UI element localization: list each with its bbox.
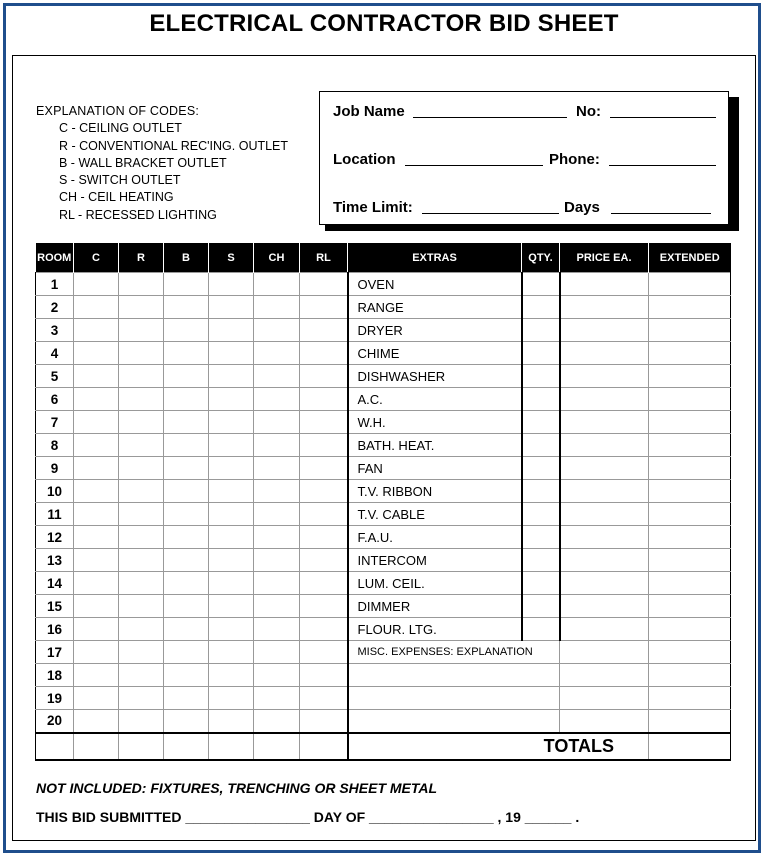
misc-expenses-cell[interactable] [348, 687, 560, 710]
table-row [36, 526, 731, 549]
cell-rl[interactable] [300, 365, 348, 388]
cell-c[interactable] [74, 411, 119, 434]
table-row [36, 687, 731, 710]
extras-item: DIMMER [348, 595, 522, 618]
cell-rl[interactable] [300, 411, 348, 434]
cell-s[interactable] [209, 296, 254, 319]
bid-submitted-line[interactable]: THIS BID SUBMITTED ________________ DAY OF ________________ , 19 ______ . [36, 809, 580, 825]
extras-item: DISHWASHER [348, 365, 522, 388]
cell-r[interactable] [119, 411, 164, 434]
days-field[interactable] [611, 213, 711, 214]
table-row [36, 503, 731, 526]
extended-cell[interactable] [649, 434, 731, 457]
misc-expenses-label: MISC. EXPENSES: EXPLANATION [348, 641, 560, 664]
extras-item: F.A.U. [348, 526, 522, 549]
price-ea-cell[interactable] [560, 434, 649, 457]
table-row [36, 296, 731, 319]
qty-cell[interactable] [522, 595, 560, 618]
price-ea-cell[interactable] [560, 365, 649, 388]
cell-s[interactable] [209, 618, 254, 641]
extras-item: OVEN [348, 273, 522, 296]
price-ea-cell[interactable] [560, 572, 649, 595]
extras-item: DRYER [348, 319, 522, 342]
cell-b[interactable] [164, 503, 209, 526]
cell-r[interactable] [119, 526, 164, 549]
cell-c[interactable] [74, 664, 119, 687]
col-header-room: ROOM [36, 243, 74, 273]
cell-rl[interactable] [300, 296, 348, 319]
price-ea-cell[interactable] [560, 526, 649, 549]
cell-c[interactable] [74, 710, 119, 733]
cell-rl[interactable] [300, 549, 348, 572]
totals-label: TOTALS [348, 733, 649, 760]
cell-c[interactable] [74, 480, 119, 503]
table-row [36, 411, 731, 434]
cell-s[interactable] [209, 342, 254, 365]
days-label: Days [564, 199, 600, 216]
cell-rl[interactable] [300, 319, 348, 342]
time-limit-label: Time Limit: [333, 199, 413, 216]
qty-cell[interactable] [522, 618, 560, 641]
code-item: CH - CEIL HEATING [59, 190, 174, 205]
cell-ch[interactable] [254, 664, 300, 687]
table-row [36, 549, 731, 572]
cell-ch[interactable] [254, 526, 300, 549]
price-ea-cell[interactable] [560, 273, 649, 296]
price-ea-cell[interactable] [560, 618, 649, 641]
cell-c[interactable] [74, 503, 119, 526]
cell-s[interactable] [209, 273, 254, 296]
misc-expenses-cell[interactable] [348, 710, 560, 733]
codes-heading: EXPLANATION OF CODES: [36, 104, 200, 118]
room-number: 18 [36, 664, 74, 687]
job-name-label: Job Name [333, 103, 405, 120]
qty-cell[interactable] [522, 273, 560, 296]
room-number: 2 [36, 296, 74, 319]
cell-rl[interactable] [300, 641, 348, 664]
bid-table [35, 243, 731, 761]
phone-label: Phone: [549, 151, 600, 168]
cell-r[interactable] [119, 549, 164, 572]
cell-b[interactable] [164, 526, 209, 549]
extended-cell[interactable] [649, 572, 731, 595]
room-number: 8 [36, 434, 74, 457]
extended-cell[interactable] [649, 388, 731, 411]
cell-s[interactable] [209, 365, 254, 388]
cell-r[interactable] [119, 503, 164, 526]
qty-cell[interactable] [522, 480, 560, 503]
cell-c[interactable] [74, 526, 119, 549]
extras-item: T.V. CABLE [348, 503, 522, 526]
extras-item: CHIME [348, 342, 522, 365]
cell-ch[interactable] [254, 365, 300, 388]
cell-rl[interactable] [300, 664, 348, 687]
cell-r[interactable] [119, 457, 164, 480]
extended-cell[interactable] [649, 595, 731, 618]
cell-ch[interactable] [254, 296, 300, 319]
room-number: 1 [36, 273, 74, 296]
cell-c[interactable] [74, 319, 119, 342]
qty-cell[interactable] [522, 503, 560, 526]
cell-s[interactable] [209, 595, 254, 618]
cell-r[interactable] [119, 572, 164, 595]
extended-cell[interactable] [649, 342, 731, 365]
room-number: 5 [36, 365, 74, 388]
extras-item: INTERCOM [348, 549, 522, 572]
extended-cell[interactable] [649, 710, 731, 733]
cell-s[interactable] [209, 411, 254, 434]
cell-ch[interactable] [254, 595, 300, 618]
extras-item: LUM. CEIL. [348, 572, 522, 595]
cell-c[interactable] [74, 595, 119, 618]
extras-item: FAN [348, 457, 522, 480]
cell-b[interactable] [164, 572, 209, 595]
col-header-qty: QTY. [522, 243, 560, 273]
col-header-extras: EXTRAS [348, 243, 522, 273]
qty-cell[interactable] [522, 572, 560, 595]
totals-extended-cell[interactable] [649, 733, 731, 760]
qty-cell[interactable] [522, 319, 560, 342]
cell-ch[interactable] [254, 503, 300, 526]
col-header-s: S [209, 243, 254, 273]
cell-ch[interactable] [254, 319, 300, 342]
cell-ch[interactable] [254, 687, 300, 710]
cell-rl[interactable] [300, 618, 348, 641]
qty-cell[interactable] [522, 388, 560, 411]
table-row [36, 618, 731, 641]
price-ea-cell[interactable] [560, 710, 649, 733]
table-row [36, 457, 731, 480]
cell-ch[interactable] [254, 273, 300, 296]
cell-b[interactable] [164, 319, 209, 342]
totals-row [36, 733, 731, 760]
room-number: 7 [36, 411, 74, 434]
price-ea-cell[interactable] [560, 457, 649, 480]
table-row [36, 434, 731, 457]
cell-b[interactable] [164, 687, 209, 710]
cell-s[interactable] [209, 549, 254, 572]
qty-cell[interactable] [522, 549, 560, 572]
room-number: 20 [36, 710, 74, 733]
price-ea-cell[interactable] [560, 664, 649, 687]
cell-ch[interactable] [254, 572, 300, 595]
cell-s[interactable] [209, 572, 254, 595]
cell-s[interactable] [209, 687, 254, 710]
table-row [36, 710, 731, 733]
table-row [36, 388, 731, 411]
cell-rl[interactable] [300, 342, 348, 365]
cell-c[interactable] [74, 549, 119, 572]
code-item: B - WALL BRACKET OUTLET [59, 155, 227, 170]
totals-cell-r[interactable] [119, 733, 164, 760]
cell-rl[interactable] [300, 710, 348, 733]
extended-cell[interactable] [649, 526, 731, 549]
time-limit-field[interactable] [422, 213, 559, 214]
table-row [36, 641, 731, 664]
price-ea-cell[interactable] [560, 342, 649, 365]
cell-ch[interactable] [254, 342, 300, 365]
totals-cell-rl[interactable] [300, 733, 348, 760]
cell-r[interactable] [119, 296, 164, 319]
code-item: C - CEILING OUTLET [59, 121, 182, 136]
cell-c[interactable] [74, 687, 119, 710]
cell-s[interactable] [209, 388, 254, 411]
cell-s[interactable] [209, 480, 254, 503]
totals-cell-ch[interactable] [254, 733, 300, 760]
price-ea-cell[interactable] [560, 503, 649, 526]
cell-s[interactable] [209, 664, 254, 687]
no-label: No: [576, 103, 601, 120]
extras-item: T.V. RIBBON [348, 480, 522, 503]
cell-r[interactable] [119, 618, 164, 641]
job-name-field[interactable] [413, 117, 567, 118]
table-header-row [36, 243, 731, 273]
cell-rl[interactable] [300, 503, 348, 526]
cell-c[interactable] [74, 457, 119, 480]
extras-item: FLOUR. LTG. [348, 618, 522, 641]
cell-r[interactable] [119, 388, 164, 411]
cell-b[interactable] [164, 641, 209, 664]
cell-b[interactable] [164, 480, 209, 503]
qty-cell[interactable] [522, 365, 560, 388]
room-number: 12 [36, 526, 74, 549]
cell-c[interactable] [74, 572, 119, 595]
room-number: 13 [36, 549, 74, 572]
cell-rl[interactable] [300, 572, 348, 595]
cell-r[interactable] [119, 434, 164, 457]
extended-cell[interactable] [649, 319, 731, 342]
cell-c[interactable] [74, 618, 119, 641]
cell-s[interactable] [209, 434, 254, 457]
col-header-c: C [74, 243, 119, 273]
cell-rl[interactable] [300, 434, 348, 457]
totals-room-cell [36, 733, 74, 760]
cell-r[interactable] [119, 273, 164, 296]
qty-cell[interactable] [522, 296, 560, 319]
room-number: 17 [36, 641, 74, 664]
price-ea-cell[interactable] [560, 296, 649, 319]
extended-cell[interactable] [649, 480, 731, 503]
cell-r[interactable] [119, 480, 164, 503]
col-header-b: B [164, 243, 209, 273]
qty-cell[interactable] [522, 411, 560, 434]
cell-r[interactable] [119, 342, 164, 365]
cell-b[interactable] [164, 273, 209, 296]
cell-c[interactable] [74, 342, 119, 365]
cell-s[interactable] [209, 641, 254, 664]
code-item: RL - RECESSED LIGHTING [59, 207, 217, 222]
cell-b[interactable] [164, 664, 209, 687]
cell-ch[interactable] [254, 457, 300, 480]
job-info-box [319, 91, 729, 225]
code-item: R - CONVENTIONAL REC'ING. OUTLET [59, 138, 289, 153]
cell-b[interactable] [164, 434, 209, 457]
price-ea-cell[interactable] [560, 411, 649, 434]
qty-cell[interactable] [522, 342, 560, 365]
cell-b[interactable] [164, 365, 209, 388]
cell-s[interactable] [209, 503, 254, 526]
extras-item: A.C. [348, 388, 522, 411]
cell-c[interactable] [74, 388, 119, 411]
cell-ch[interactable] [254, 480, 300, 503]
cell-c[interactable] [74, 273, 119, 296]
room-number: 19 [36, 687, 74, 710]
room-number: 3 [36, 319, 74, 342]
price-ea-cell[interactable] [560, 687, 649, 710]
cell-rl[interactable] [300, 273, 348, 296]
phone-field[interactable] [609, 165, 716, 166]
cell-s[interactable] [209, 457, 254, 480]
cell-rl[interactable] [300, 687, 348, 710]
extended-cell[interactable] [649, 687, 731, 710]
price-ea-cell[interactable] [560, 319, 649, 342]
price-ea-cell[interactable] [560, 595, 649, 618]
totals-cell-b[interactable] [164, 733, 209, 760]
cell-b[interactable] [164, 388, 209, 411]
cell-ch[interactable] [254, 434, 300, 457]
totals-cell-s[interactable] [209, 733, 254, 760]
room-number: 4 [36, 342, 74, 365]
cell-r[interactable] [119, 365, 164, 388]
extended-cell[interactable] [649, 411, 731, 434]
table-row [36, 664, 731, 687]
room-number: 9 [36, 457, 74, 480]
extended-cell[interactable] [649, 365, 731, 388]
extended-cell[interactable] [649, 457, 731, 480]
cell-ch[interactable] [254, 641, 300, 664]
extended-cell[interactable] [649, 503, 731, 526]
qty-cell[interactable] [522, 434, 560, 457]
codes-legend [36, 103, 288, 224]
room-number: 14 [36, 572, 74, 595]
extras-item: RANGE [348, 296, 522, 319]
cell-c[interactable] [74, 296, 119, 319]
table-row [36, 319, 731, 342]
cell-s[interactable] [209, 710, 254, 733]
location-label: Location [333, 151, 396, 168]
cell-s[interactable] [209, 319, 254, 342]
price-ea-cell[interactable] [560, 641, 649, 664]
page-title: ELECTRICAL CONTRACTOR BID SHEET [149, 10, 619, 37]
extras-item: BATH. HEAT. [348, 434, 522, 457]
totals-cell-c[interactable] [74, 733, 119, 760]
qty-cell[interactable] [522, 457, 560, 480]
location-field[interactable] [405, 165, 543, 166]
cell-rl[interactable] [300, 480, 348, 503]
table-row [36, 365, 731, 388]
table-row [36, 480, 731, 503]
table-row [36, 273, 731, 296]
cell-b[interactable] [164, 457, 209, 480]
cell-rl[interactable] [300, 595, 348, 618]
no-field[interactable] [610, 117, 716, 118]
cell-rl[interactable] [300, 457, 348, 480]
cell-b[interactable] [164, 618, 209, 641]
col-header-price: PRICE EA. [560, 243, 649, 273]
cell-rl[interactable] [300, 388, 348, 411]
col-header-ch: CH [254, 243, 300, 273]
cell-b[interactable] [164, 549, 209, 572]
extended-cell[interactable] [649, 641, 731, 664]
col-header-rl: RL [300, 243, 348, 273]
room-number: 15 [36, 595, 74, 618]
price-ea-cell[interactable] [560, 549, 649, 572]
cell-ch[interactable] [254, 388, 300, 411]
code-item: S - SWITCH OUTLET [59, 173, 181, 188]
cell-r[interactable] [119, 641, 164, 664]
cell-ch[interactable] [254, 618, 300, 641]
cell-c[interactable] [74, 434, 119, 457]
room-number: 16 [36, 618, 74, 641]
extended-cell[interactable] [649, 296, 731, 319]
extended-cell[interactable] [649, 549, 731, 572]
extended-cell[interactable] [649, 618, 731, 641]
cell-b[interactable] [164, 411, 209, 434]
cell-ch[interactable] [254, 411, 300, 434]
cell-r[interactable] [119, 319, 164, 342]
cell-c[interactable] [74, 365, 119, 388]
cell-r[interactable] [119, 710, 164, 733]
cell-r[interactable] [119, 595, 164, 618]
misc-expenses-cell[interactable] [348, 664, 560, 687]
room-number: 10 [36, 480, 74, 503]
extras-item: W.H. [348, 411, 522, 434]
cell-rl[interactable] [300, 526, 348, 549]
room-number: 6 [36, 388, 74, 411]
cell-b[interactable] [164, 296, 209, 319]
price-ea-cell[interactable] [560, 480, 649, 503]
cell-b[interactable] [164, 342, 209, 365]
cell-s[interactable] [209, 526, 254, 549]
cell-c[interactable] [74, 641, 119, 664]
table-row [36, 572, 731, 595]
cell-ch[interactable] [254, 549, 300, 572]
cell-ch[interactable] [254, 710, 300, 733]
col-header-r: R [119, 243, 164, 273]
price-ea-cell[interactable] [560, 388, 649, 411]
table-row [36, 595, 731, 618]
table-row [36, 342, 731, 365]
extended-cell[interactable] [649, 273, 731, 296]
cell-b[interactable] [164, 710, 209, 733]
cell-b[interactable] [164, 595, 209, 618]
qty-cell[interactable] [522, 526, 560, 549]
col-header-extended: EXTENDED [649, 243, 731, 273]
cell-r[interactable] [119, 687, 164, 710]
not-included-note: NOT INCLUDED: FIXTURES, TRENCHING OR SHEET METAL [36, 780, 438, 796]
cell-r[interactable] [119, 664, 164, 687]
room-number: 11 [36, 503, 74, 526]
extended-cell[interactable] [649, 664, 731, 687]
